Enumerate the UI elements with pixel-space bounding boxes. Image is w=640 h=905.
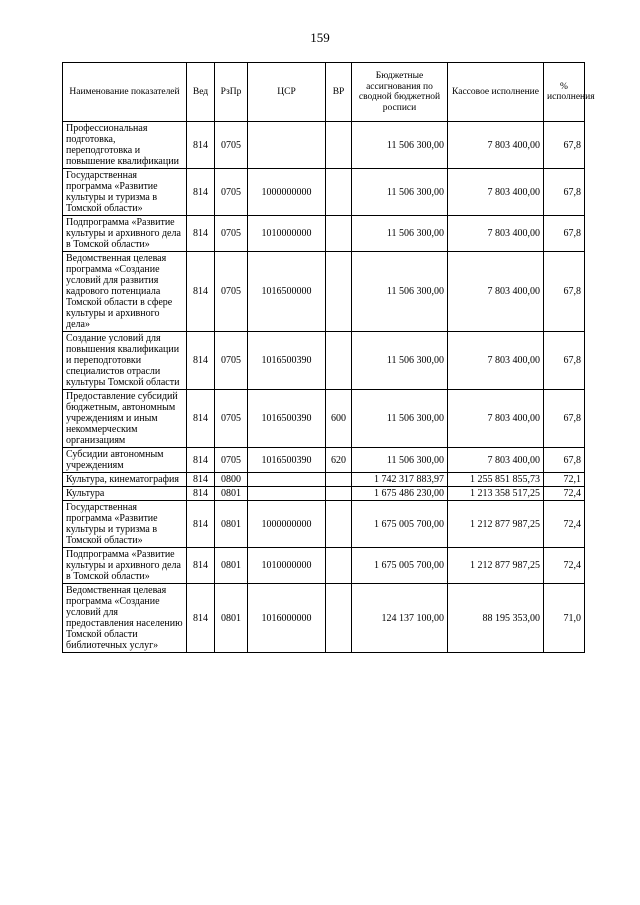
cell-csr: 1000000000 <box>248 169 326 216</box>
cell-rzpr: 0801 <box>215 487 248 501</box>
page-number: 159 <box>310 30 330 45</box>
header-budget: Бюджетные ассигнования по сводной бюджетной росписи <box>352 63 448 122</box>
cell-pct: 67,8 <box>544 216 585 252</box>
cell-ved: 814 <box>187 216 215 252</box>
cell-ved: 814 <box>187 448 215 473</box>
cell-budget: 1 675 486 230,00 <box>352 487 448 501</box>
budget-execution-table <box>62 62 595 653</box>
cell-name: Предоставление субсидий бюджетным, автономным учреждениям и иным некоммерческим организациям <box>63 390 187 448</box>
cell-budget: 11 506 300,00 <box>352 252 448 332</box>
cell-cash: 7 803 400,00 <box>448 332 544 390</box>
cell-rzpr: 0705 <box>215 332 248 390</box>
cell-rzpr: 0705 <box>215 169 248 216</box>
table-row <box>63 332 585 390</box>
cell-pct: 67,8 <box>544 122 585 169</box>
cell-name: Государственная программа «Развитие культуры и туризма в Томской области» <box>63 501 187 548</box>
cell-name: Культура <box>63 487 187 501</box>
cell-ved: 814 <box>187 390 215 448</box>
cell-csr <box>248 122 326 169</box>
cell-rzpr: 0705 <box>215 216 248 252</box>
cell-cash: 7 803 400,00 <box>448 252 544 332</box>
cell-pct: 72,4 <box>544 487 585 501</box>
cell-name: Субсидии автономным учреждениям <box>63 448 187 473</box>
table-row <box>63 216 585 252</box>
cell-budget: 124 137 100,00 <box>352 584 448 653</box>
cell-ved: 814 <box>187 501 215 548</box>
cell-csr: 1000000000 <box>248 501 326 548</box>
table-row <box>63 487 585 501</box>
cell-vr: 600 <box>326 390 352 448</box>
cell-rzpr: 0801 <box>215 584 248 653</box>
cell-cash: 7 803 400,00 <box>448 169 544 216</box>
cell-name: Создание условий для повышения квалификации и переподготовки специалистов отрасли культуры Томской области <box>63 332 187 390</box>
table-row <box>63 584 585 653</box>
cell-budget: 11 506 300,00 <box>352 448 448 473</box>
header-name: Наименование показателей <box>63 63 187 122</box>
cell-name: Ведомственная целевая программа «Создание условий для предоставления населению Томской области библиотечных услуг» <box>63 584 187 653</box>
table-header-row <box>63 63 585 122</box>
cell-ved: 814 <box>187 473 215 487</box>
cell-rzpr: 0705 <box>215 252 248 332</box>
cell-ved: 814 <box>187 252 215 332</box>
cell-cash: 88 195 353,00 <box>448 584 544 653</box>
header-rzpr: РзПр <box>215 63 248 122</box>
cell-vr <box>326 332 352 390</box>
cell-name: Культура, кинематография <box>63 473 187 487</box>
header-ved: Вед <box>187 63 215 122</box>
cell-ved: 814 <box>187 122 215 169</box>
cell-name: Подпрограмма «Развитие культуры и архивного дела в Томской области» <box>63 216 187 252</box>
cell-budget: 1 742 317 883,97 <box>352 473 448 487</box>
cell-name: Подпрограмма «Развитие культуры и архивного дела в Томской области» <box>63 548 187 584</box>
cell-ved: 814 <box>187 332 215 390</box>
cell-pct: 67,8 <box>544 448 585 473</box>
cell-vr <box>326 169 352 216</box>
cell-pct: 72,4 <box>544 501 585 548</box>
cell-budget: 11 506 300,00 <box>352 332 448 390</box>
cell-vr <box>326 252 352 332</box>
cell-name: Ведомственная целевая программа «Создание условий для развития кадрового потенциала Томской области в сфере культуры и архивного дела» <box>63 252 187 332</box>
cell-vr <box>326 487 352 501</box>
cell-budget: 1 675 005 700,00 <box>352 548 448 584</box>
cell-cash: 1 212 877 987,25 <box>448 501 544 548</box>
cell-cash: 7 803 400,00 <box>448 390 544 448</box>
cell-pct: 67,8 <box>544 332 585 390</box>
table-row <box>63 122 585 169</box>
cell-rzpr: 0801 <box>215 548 248 584</box>
cell-csr: 1016000000 <box>248 584 326 653</box>
cell-cash: 1 212 877 987,25 <box>448 548 544 584</box>
cell-cash: 7 803 400,00 <box>448 216 544 252</box>
cell-vr <box>326 122 352 169</box>
cell-budget: 1 675 005 700,00 <box>352 501 448 548</box>
header-pct: % исполнения <box>544 63 585 122</box>
cell-vr <box>326 473 352 487</box>
cell-budget: 11 506 300,00 <box>352 390 448 448</box>
cell-csr: 1016500390 <box>248 448 326 473</box>
cell-rzpr: 0705 <box>215 122 248 169</box>
cell-rzpr: 0705 <box>215 390 248 448</box>
cell-csr: 1016500390 <box>248 390 326 448</box>
cell-pct: 72,4 <box>544 548 585 584</box>
cell-rzpr: 0705 <box>215 448 248 473</box>
header-vr: ВР <box>326 63 352 122</box>
cell-pct: 67,8 <box>544 252 585 332</box>
cell-pct: 67,8 <box>544 169 585 216</box>
cell-name: Государственная программа «Развитие культуры и туризма в Томской области» <box>63 169 187 216</box>
table-row <box>63 501 585 548</box>
cell-cash: 7 803 400,00 <box>448 448 544 473</box>
cell-ved: 814 <box>187 548 215 584</box>
cell-ved: 814 <box>187 584 215 653</box>
cell-cash: 1 213 358 517,25 <box>448 487 544 501</box>
table-row <box>63 448 585 473</box>
cell-pct: 72,1 <box>544 473 585 487</box>
cell-vr <box>326 216 352 252</box>
cell-csr: 1016500390 <box>248 332 326 390</box>
cell-pct: 67,8 <box>544 390 585 448</box>
cell-csr: 1016500000 <box>248 252 326 332</box>
cell-cash: 7 803 400,00 <box>448 122 544 169</box>
cell-vr <box>326 584 352 653</box>
cell-pct: 71,0 <box>544 584 585 653</box>
cell-vr <box>326 501 352 548</box>
cell-budget: 11 506 300,00 <box>352 122 448 169</box>
cell-cash: 1 255 851 855,73 <box>448 473 544 487</box>
cell-ved: 814 <box>187 487 215 501</box>
cell-vr <box>326 548 352 584</box>
cell-rzpr: 0800 <box>215 473 248 487</box>
cell-csr <box>248 473 326 487</box>
cell-budget: 11 506 300,00 <box>352 216 448 252</box>
cell-csr: 1010000000 <box>248 548 326 584</box>
table-row <box>63 390 585 448</box>
header-cash: Кассовое исполнение <box>448 63 544 122</box>
cell-rzpr: 0801 <box>215 501 248 548</box>
cell-csr <box>248 487 326 501</box>
cell-ved: 814 <box>187 169 215 216</box>
table-row <box>63 169 585 216</box>
cell-vr: 620 <box>326 448 352 473</box>
header-csr: ЦСР <box>248 63 326 122</box>
cell-csr: 1010000000 <box>248 216 326 252</box>
table-row <box>63 252 585 332</box>
table-row <box>63 548 585 584</box>
cell-budget: 11 506 300,00 <box>352 169 448 216</box>
table-row <box>63 473 585 487</box>
cell-name: Профессиональная подготовка, переподготовка и повышение квалификации <box>63 122 187 169</box>
